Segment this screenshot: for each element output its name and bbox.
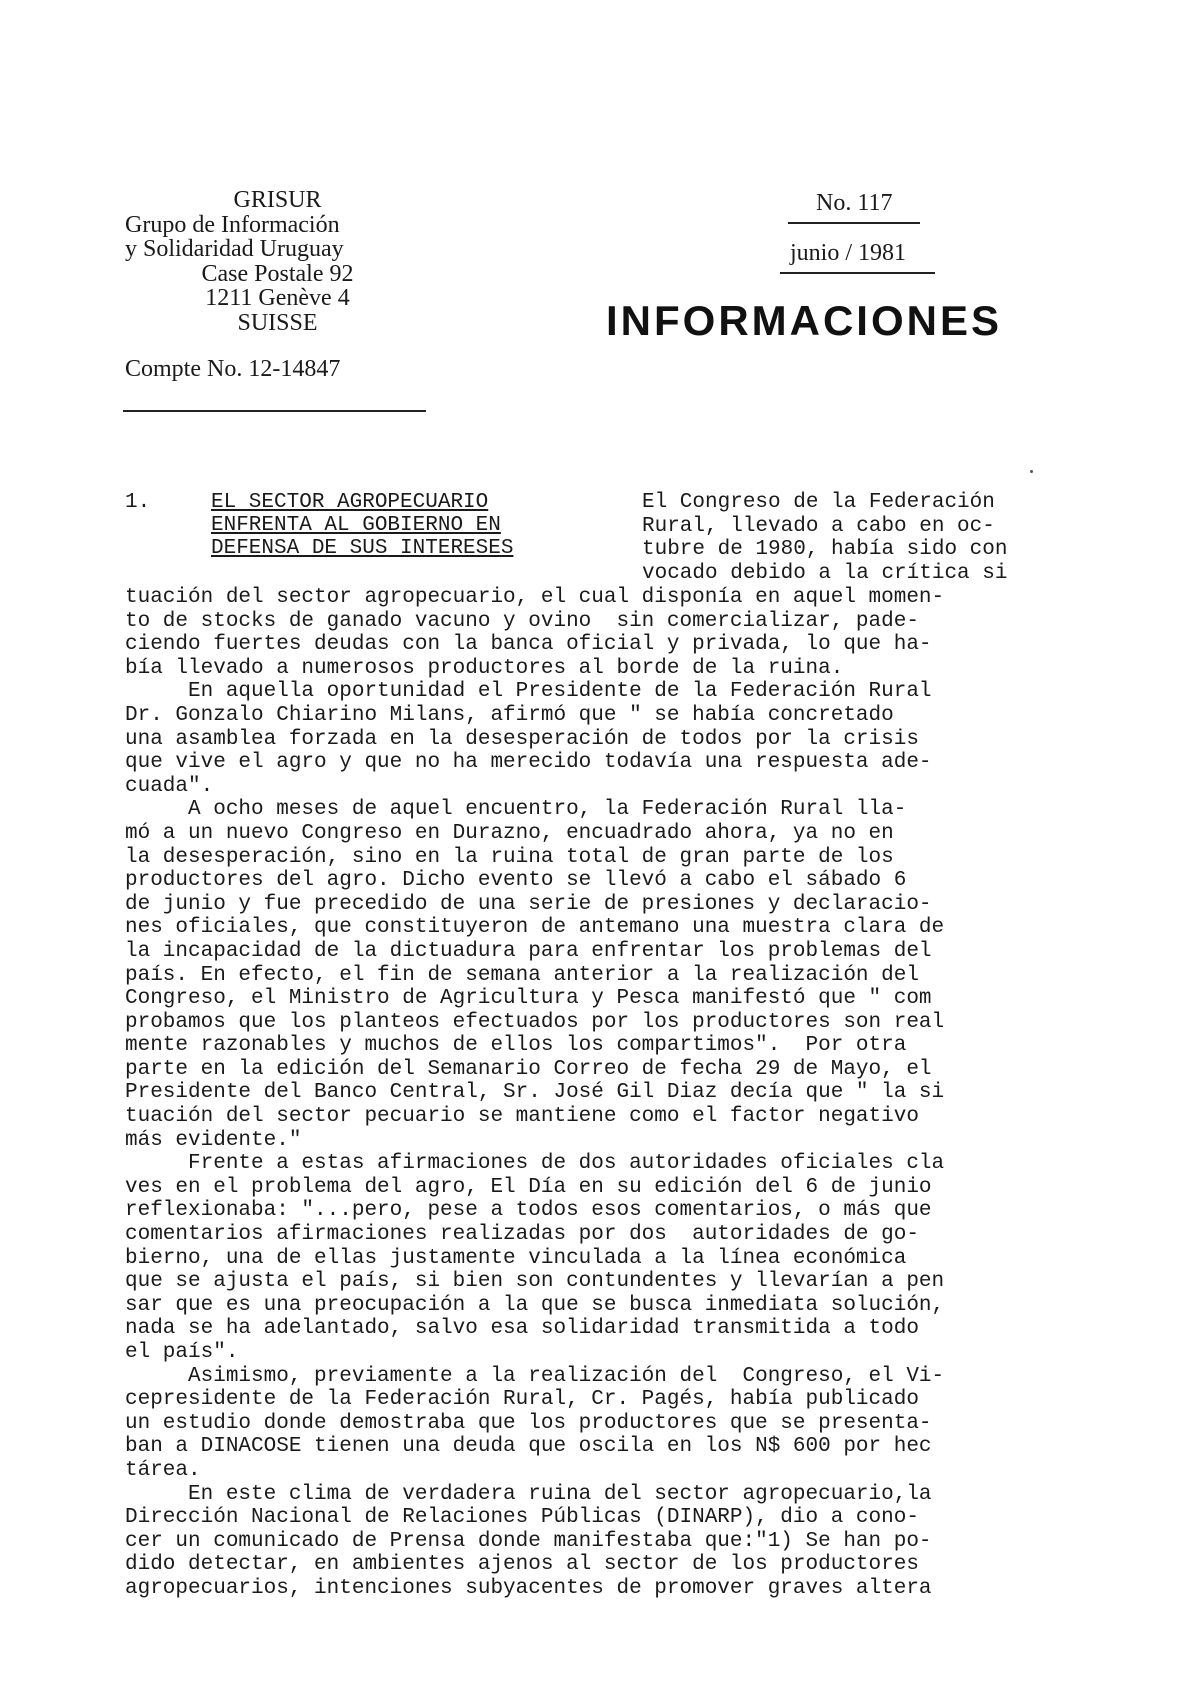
text-line: cuada". [125,774,214,798]
article-heading-line: ENFRENTA AL GOBIERNO EN [211,514,501,537]
text-line: parte en la edición del Semanario Correo de fecha 29 de Mayo, el [125,1057,932,1081]
text-line: ban a DINACOSE tienen una deuda que oscila en los N$ 600 por hec [125,1435,932,1459]
text-line: ves en el problema del agro, El Día en su edición del 6 de junio [125,1175,932,1199]
text-line: A ocho meses de aquel encuentro, la Federación Rural lla- [125,798,907,822]
issue-number-underline [788,222,920,224]
text-line: que se ajusta el país, si bien son contundentes y llevarían a pen [125,1270,945,1294]
text-line: tuación del sector pecuario se mantiene como el factor negativo [125,1105,919,1129]
text-line: de junio y fue precedido de una serie de presiones y declaracio- [125,892,932,916]
text-line: la incapacidad de la dictuadura para enfrentar los problemas del [125,939,932,963]
text-line: reflexionaba: "...pero, pese a todos esos comentarios, o más que [125,1199,932,1223]
org-name: GRISUR [233,187,322,213]
text-line: En este clima de verdadera ruina del sector agropecuario,la [125,1482,932,1506]
text-line: una asamblea forzada en la desesperación de todos por la crisis [125,727,919,751]
address-postbox: Case Postale 92 [201,260,354,287]
publication-title: INFORMACIONES [606,297,1002,344]
text-line: mó a un nuevo Congreso en Durazno, encuadrado ahora, ya no en [125,821,894,845]
text-line: Rural, llevado a cabo en oc- [642,514,995,538]
text-line: tárea. [125,1458,201,1482]
address-city: 1211 Genève 4 [205,285,350,311]
text-line: tuación del sector agropecuario, el cual disponía en aquel momen- [125,586,945,609]
text-line: mente razonables y muchos de ellos los compartimos". Por otra [125,1034,907,1058]
account-number: Compte No. 12-14847 [125,356,341,382]
text-line: más evidente." [125,1128,302,1152]
article-intro-column [642,491,1007,585]
text-line: El Congreso de la Federación [642,491,995,514]
print-speck [1030,470,1033,473]
text-line: el país". [125,1341,239,1364]
text-line: cepresidente de la Federación Rural, Cr. Pagés, había publicado [125,1388,919,1412]
text-line: la desesperación, sino en la ruina total de gran parte de los [125,845,894,869]
org-full-name-line-2: y Solidaridad Uruguay [125,236,344,262]
organization-address-block [125,188,445,335]
text-line: bierno, una de ellas justamente vinculada a la línea económica [125,1246,907,1270]
text-line: Congreso, el Ministro de Agricultura y Pesca manifestó que " com [125,987,932,1011]
article-heading-line: DEFENSA DE SUS INTERESES [211,537,514,560]
text-line: Frente a estas afirmaciones de dos autoridades oficiales cla [125,1152,945,1176]
article-number: 1. [125,491,151,514]
issue-number: No. 117 [816,190,893,216]
header-divider [123,410,426,412]
article-heading-line: EL SECTOR AGROPECUARIO [211,491,489,514]
text-line: nada se ha adelantado, salvo esa solidaridad transmitida a todo [125,1317,919,1341]
text-line: cer un comunicado de Prensa donde manifestaba que:"1) Se han po- [125,1529,932,1553]
text-line: dido detectar, en ambientes ajenos al sector de los productores [125,1553,919,1577]
org-full-name-line-1: Grupo de Información [125,211,340,238]
text-line: Presidente del Banco Central, Sr. José Gil Diaz decía que " la si [125,1081,945,1105]
text-line: to de stocks de ganado vacuno y ovino sin comercializar, pade- [125,609,919,633]
issue-date-underline [780,272,935,274]
text-line: Dr. Gonzalo Chiarino Milans, afirmó que " se había concretado [125,703,894,727]
text-line: ciendo fuertes deudas con la banca oficial y privada, lo que ha- [125,633,932,657]
text-line: sar que es una preocupación a la que se busca inmediata solución, [125,1293,945,1317]
text-line: país. En efecto, el fin de semana anterior a la realización del [125,963,919,987]
text-line: vocado debido a la crítica si [642,561,1008,585]
text-line: un estudio donde demostraba que los productores que se presenta- [125,1411,932,1435]
text-line: Dirección Nacional de Relaciones Públicas (DINARP), dio a cono- [125,1506,919,1530]
text-line: tubre de 1980, había sido con [642,538,1008,562]
text-line: agropecuarios, intenciones subyacentes de promover graves altera [125,1576,932,1600]
article-body [125,586,944,1601]
text-line: En aquella oportunidad el Presidente de la Federación Rural [125,680,932,704]
address-country: SUISSE [237,309,318,336]
text-line: nes oficiales, que constituyeron de antemano una muestra clara de [125,916,945,940]
text-line: comentarios afirmaciones realizadas por dos autoridades de go- [125,1223,919,1247]
issue-date: junio / 1981 [790,240,907,266]
article-heading [211,491,513,560]
text-line: productores del agro. Dicho evento se llevó a cabo el sábado 6 [125,869,907,893]
text-line: probamos que los planteos efectuados por los productores son real [125,1010,945,1034]
text-line: que vive el agro y que no ha merecido todavía una respuesta ade- [125,751,932,775]
text-line: bía llevado a numerosos productores al borde de la ruina. [125,656,844,680]
text-line: Asimismo, previamente a la realización del Congreso, el Vi- [125,1364,945,1388]
